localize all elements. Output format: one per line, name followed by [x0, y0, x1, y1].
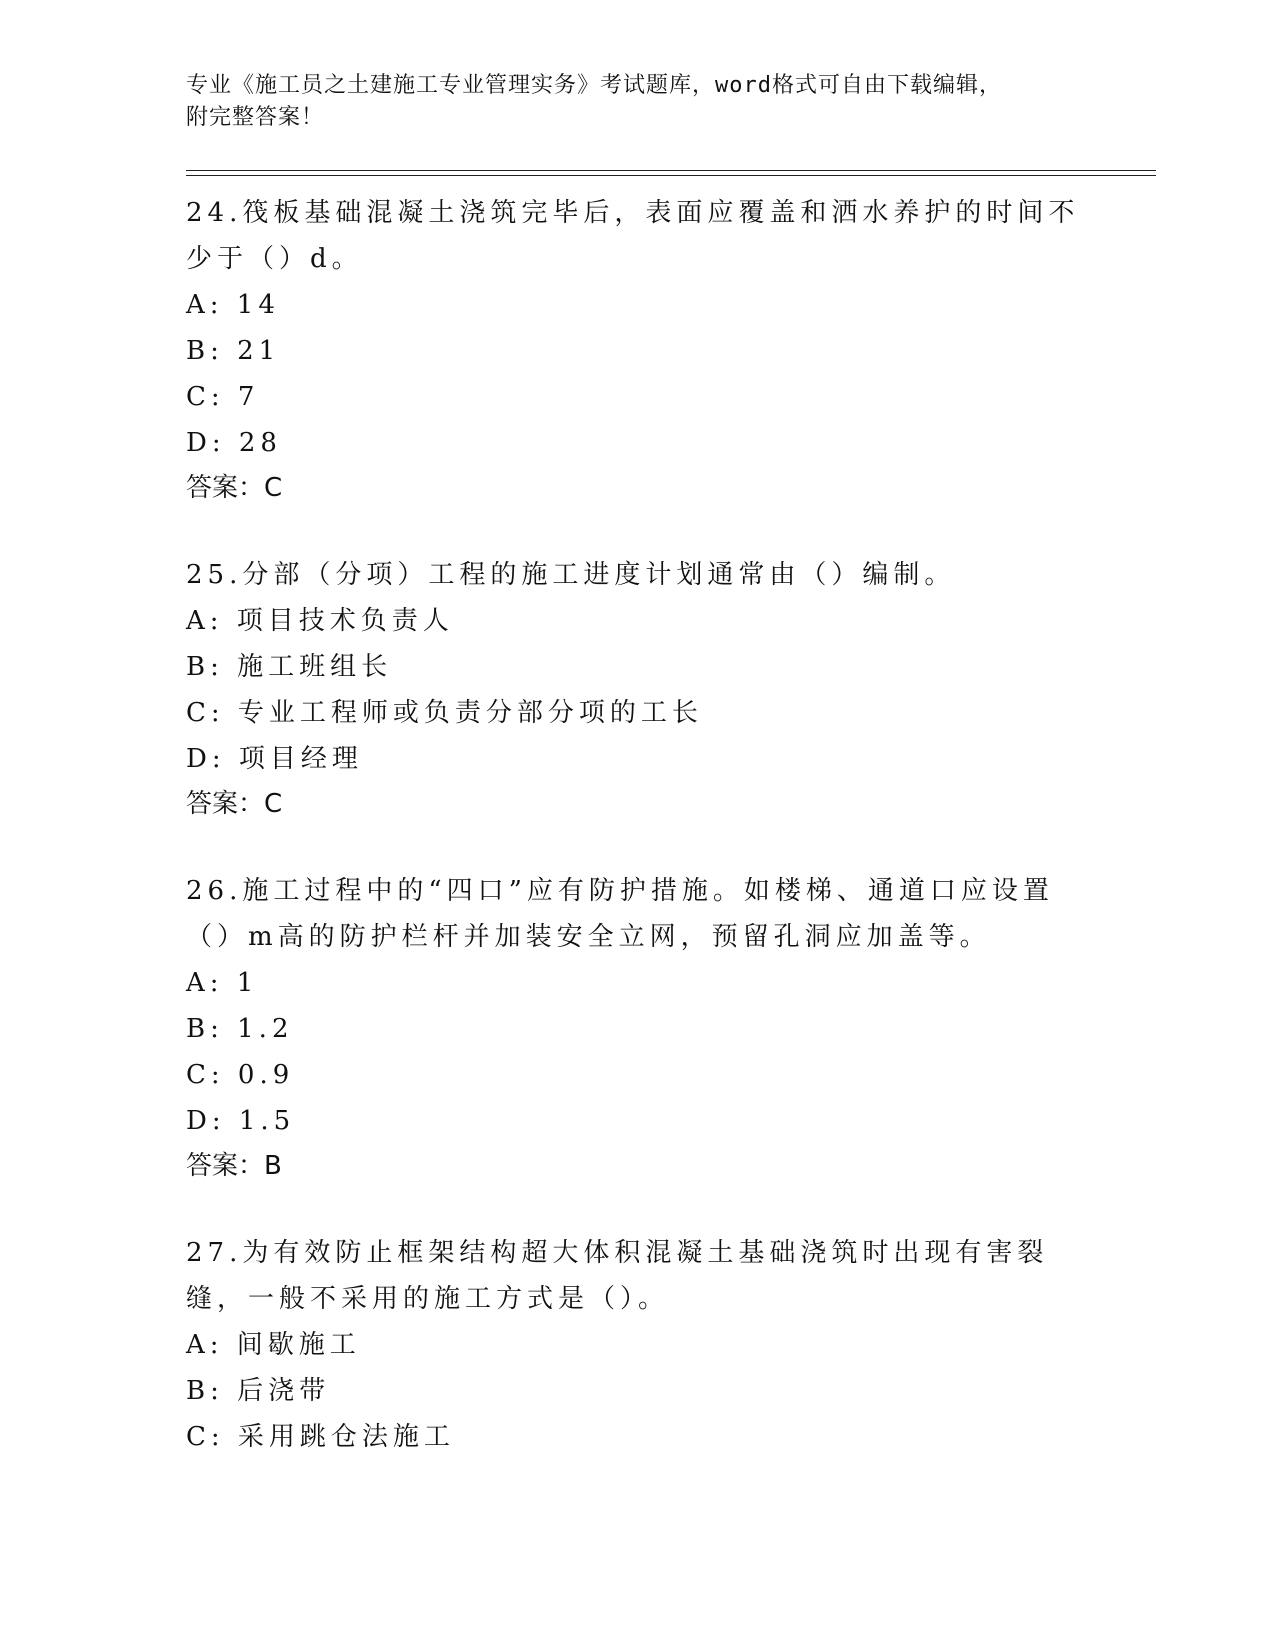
option-d: D: 项目经理 — [186, 744, 363, 774]
option-b: B: 后浇带 — [186, 1376, 331, 1406]
question-stem: 25.分部（分项）工程的施工进度计划通常由（）编制。 — [186, 560, 956, 590]
option-c: C: 采用跳仓法施工 — [186, 1422, 455, 1452]
answer: 答案：C — [186, 789, 283, 819]
question-27 — [186, 1230, 1156, 1460]
answer: 答案：C — [186, 473, 283, 503]
option-b: B: 21 — [186, 336, 281, 366]
option-a: A: 14 — [186, 290, 280, 320]
answer: 答案：B — [186, 1151, 282, 1181]
option-a: A: 项目技术负责人 — [186, 606, 454, 636]
option-d: D: 28 — [186, 428, 282, 458]
header-divider — [186, 170, 1156, 176]
document-page — [186, 70, 1156, 1502]
option-d: D: 1.5 — [186, 1106, 296, 1136]
question-24 — [186, 190, 1156, 510]
question-25 — [186, 552, 1156, 826]
document-header-line-2: 附完整答案！ — [186, 105, 325, 130]
option-b: B: 施工班组长 — [186, 652, 393, 682]
question-list — [186, 190, 1156, 1460]
option-c: C: 专业工程师或负责分部分项的工长 — [186, 698, 703, 728]
option-a: A: 间歇施工 — [186, 1330, 361, 1360]
option-b: B: 1.2 — [186, 1014, 294, 1044]
question-26 — [186, 868, 1156, 1188]
document-header-line-1: 专业《施工员之土建施工专业管理实务》考试题库，word格式可自由下载编辑， — [186, 73, 1002, 98]
question-stem: 26.施工过程中的“四口”应有防护措施。如楼梯、通道口应设置（）m高的防护栏杆并加装安全立网，预留孔洞应加盖等。 — [186, 876, 1054, 952]
question-stem: 24.筏板基础混凝土浇筑完毕后，表面应覆盖和洒水养护的时间不少于（）d。 — [186, 198, 1080, 274]
option-c: C: 0.9 — [186, 1060, 295, 1090]
option-c: C: 7 — [186, 382, 260, 412]
option-a: A: 1 — [186, 968, 259, 998]
question-stem: 27.为有效防止框架结构超大体积混凝土基础浇筑时出现有害裂缝，一般不采用的施工方式是（）。 — [186, 1238, 1049, 1314]
